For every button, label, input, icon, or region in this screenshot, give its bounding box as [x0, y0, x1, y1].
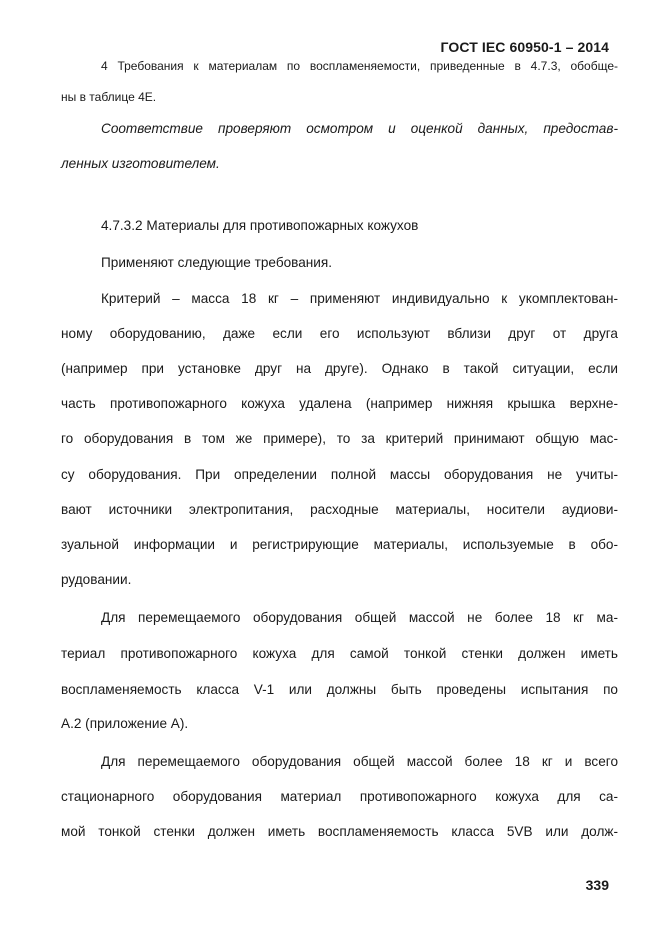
compliance-line: ленных изготовителем.: [61, 156, 220, 171]
note-line: ны в таблице 4Е.: [61, 90, 157, 104]
paragraph-line: рудовании.: [61, 572, 132, 587]
section-heading: 4.7.3.2 Материалы для противопожарных кожухов: [101, 218, 419, 233]
paragraph-line: Для перемещаемого оборудования общей массой не более 18 кг ма-: [101, 610, 618, 625]
page-number: 339: [585, 877, 609, 893]
paragraph-line: го оборудования в том же примере), то за критерий принимают общую мас-: [61, 431, 618, 446]
paragraph-line: стационарного оборудования материал противопожарного кожуха для са-: [61, 789, 618, 804]
paragraph-line: Критерий – масса 18 кг – применяют индивидуально к укомплектован-: [101, 291, 618, 306]
compliance-line: Соответствие проверяют осмотром и оценкой данных, предостав-: [101, 121, 618, 136]
paragraph-line: териал противопожарного кожуха для самой тонкой стенки должен иметь: [61, 646, 618, 661]
paragraph-line: часть противопожарного кожуха удалена (например нижняя крышка верхне-: [61, 396, 618, 411]
paragraph-line: ному оборудованию, даже если его используют вблизи друг от друга: [61, 326, 618, 341]
paragraph-line: Для перемещаемого оборудования общей массой более 18 кг и всего: [101, 754, 618, 769]
paragraph-line: вают источники электропитания, расходные материалы, носители аудиови-: [61, 502, 618, 517]
paragraph-line: (например при установке друг на друге). Однако в такой ситуации, если: [61, 361, 618, 376]
paragraph-line: зуальной информации и регистрирующие материалы, используемые в обо-: [61, 537, 618, 552]
standard-header: ГОСТ IEC 60950-1 – 2014: [440, 39, 609, 55]
paragraph-line: А.2 (приложение А).: [61, 716, 189, 731]
intro-line: Применяют следующие требования.: [101, 255, 333, 270]
note-line: 4 Требования к материалам по воспламеняемости, приведенные в 4.7.3, обобще-: [101, 59, 618, 73]
paragraph-line: су оборудования. При определении полной массы оборудования не учиты-: [61, 467, 618, 482]
paragraph-line: мой тонкой стенки должен иметь воспламеняемость класса 5VB или долж-: [61, 824, 618, 839]
paragraph-line: воспламеняемость класса V-1 или должны быть проведены испытания по: [61, 682, 618, 697]
